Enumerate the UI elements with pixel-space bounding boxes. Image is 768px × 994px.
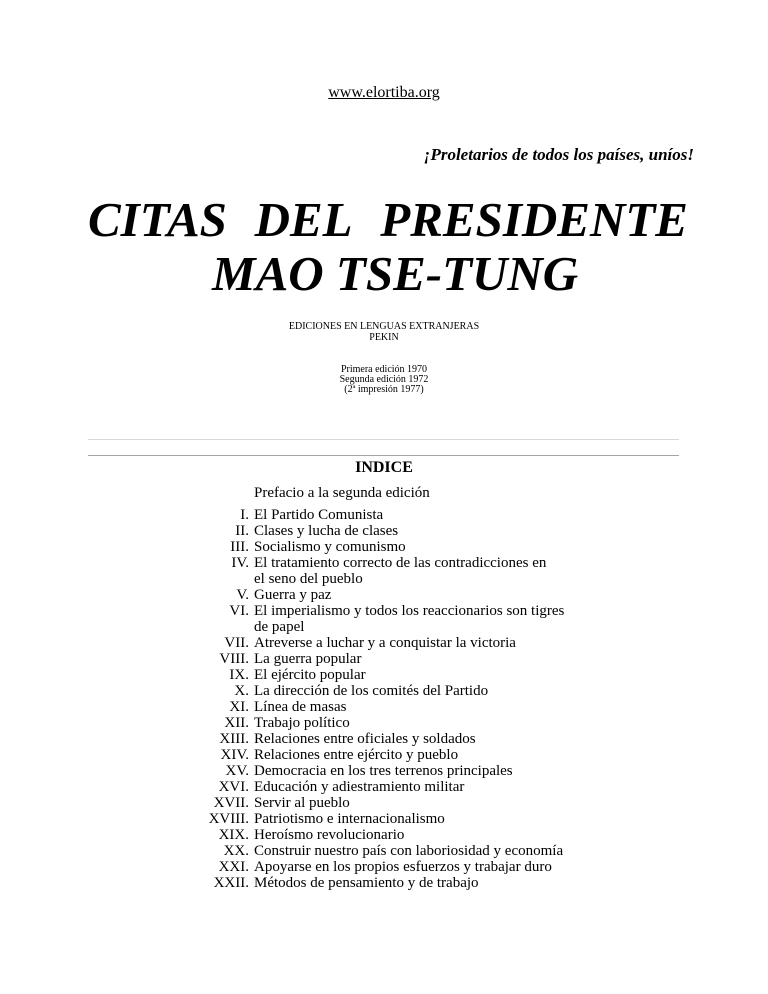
index-heading: INDICE [355,459,413,476]
toc-item-title-line: Patriotismo e internacionalismo [254,811,445,827]
toc-item[interactable] [140,731,570,747]
title-word-2: DEL [254,192,353,247]
toc-item-title [254,779,570,795]
toc-item-title [254,731,570,747]
toc-item-title-line: Educación y adiestramiento militar [254,779,465,795]
toc-item-title [254,635,570,651]
toc-item-title-line: Democracia en los tres terrenos principales [254,763,513,779]
toc-item-title [254,843,570,859]
toc-item[interactable] [140,779,570,795]
title-word-1: CITAS [88,192,227,247]
toc-item-number: XIX. [218,827,249,843]
toc-item[interactable] [140,507,570,523]
toc-item-title-line: Apoyarse en los propios esfuerzos y trabajar duro [254,859,552,875]
toc-item-number: XIV. [220,747,249,763]
toc-item-number: VI. [229,603,249,619]
toc-item-number: X. [234,683,249,699]
toc-item[interactable] [140,859,570,875]
toc-item[interactable] [140,651,570,667]
toc-item-number: XVIII. [208,811,249,827]
toc-preface[interactable]: Prefacio a la segunda edición [254,485,430,501]
divider-line [88,455,679,456]
toc-item-title [254,715,570,731]
title-word-3: PRESIDENTE [380,192,688,247]
toc-item[interactable] [140,667,570,683]
toc-item-number: XXII. [213,875,249,891]
toc-item-title [254,811,570,827]
toc-item-number: I. [240,507,249,523]
toc-item-number: XVI. [218,779,249,795]
toc-item-title-line: Heroísmo revolucionario [254,827,405,843]
website-link[interactable]: www.elortiba.org [328,84,440,101]
toc-item[interactable] [140,763,570,779]
toc-item[interactable] [140,587,570,603]
toc-item-title-line: de papel [254,619,305,635]
toc-item[interactable] [140,699,570,715]
toc-item-number: VII. [224,635,249,651]
toc-item-number: XII. [224,715,249,731]
toc-item[interactable] [140,523,570,539]
toc-item-number: XVII. [213,795,249,811]
toc-item-title [254,763,570,779]
toc-item-title [254,603,570,635]
toc-item[interactable] [140,555,570,587]
toc-item-title [254,747,570,763]
website-link-container [0,84,768,102]
toc-item-title [254,827,570,843]
toc-item-title-line: Socialismo y comunismo [254,539,406,555]
toc-item-title [254,699,570,715]
title-line-2: MAO TSE-TUNG [212,246,579,301]
toc-item-number: XXI. [218,859,249,875]
toc-item[interactable] [140,683,570,699]
toc-item-number: V. [236,587,249,603]
publisher-city: PEKIN [369,332,399,343]
toc-item[interactable] [140,811,570,827]
divider-line [88,439,679,440]
toc-item-title-line: el seno del pueblo [254,571,363,587]
toc-item[interactable] [140,539,570,555]
toc-item-number: II. [235,523,249,539]
toc-item[interactable] [140,795,570,811]
toc-item-number: XI. [229,699,249,715]
toc-item-title-line: Guerra y paz [254,587,332,603]
toc-item-number: IX. [229,667,249,683]
toc-item-title-line: Clases y lucha de clases [254,523,399,539]
toc-item-title [254,683,570,699]
edition-printing: (2ª impresión 1977) [344,384,424,395]
toc-item-title-line: Atreverse a luchar y a conquistar la victoria [254,635,516,651]
toc-item-title [254,507,570,523]
toc-item-title [254,667,570,683]
toc-item-title [254,875,570,891]
toc-item[interactable] [140,843,570,859]
toc-item-title-line: El imperialismo y todos los reaccionarios son tigres [254,603,565,619]
toc-item-title [254,587,570,603]
toc-item[interactable] [140,715,570,731]
toc-item-title-line: El Partido Comunista [254,507,384,523]
toc-item-number: XV. [225,763,249,779]
toc-item-title-line: La guerra popular [254,651,362,667]
toc-item-title-line: Relaciones entre oficiales y soldados [254,731,476,747]
toc-item-title-line: El ejército popular [254,667,366,683]
toc-item-title [254,651,570,667]
toc-item-title-line: El tratamiento correcto de las contradicciones en [254,555,547,571]
publisher-name: EDICIONES EN LENGUAS EXTRANJERAS [288,321,480,332]
toc-item[interactable] [140,603,570,635]
publisher-block [0,321,768,343]
toc-item-title-line: Trabajo político [254,715,350,731]
editions-block [0,365,768,395]
toc-item-number: VIII. [219,651,249,667]
toc-item-title-line: Relaciones entre ejército y pueblo [254,747,459,763]
edition-second: Segunda edición 1972 [339,374,429,385]
toc-item-title-line: La dirección de los comités del Partido [254,683,489,699]
toc-item-number: IV. [231,555,249,571]
toc-item-title [254,523,570,539]
table-of-contents [140,507,570,891]
toc-item-title-line: Métodos de pensamiento y de trabajo [254,875,479,891]
toc-item-number: XX. [223,843,249,859]
toc-item[interactable] [140,635,570,651]
motto: ¡Proletarios de todos los países, uníos! [423,145,694,164]
toc-item-title [254,859,570,875]
toc-item-title-line: Línea de masas [254,699,347,715]
toc-item-number: III. [230,539,249,555]
toc-item[interactable] [140,827,570,843]
toc-item-title [254,555,570,587]
toc-item[interactable] [140,747,570,763]
title-line-1 [88,192,688,248]
toc-item-number: XIII. [219,731,249,747]
toc-item-title [254,539,570,555]
toc-item-title-line: Construir nuestro país con laboriosidad y economía [254,843,564,859]
toc-item-title-line: Servir al pueblo [254,795,350,811]
edition-first: Primera edición 1970 [340,364,428,375]
toc-item-title [254,795,570,811]
toc-item[interactable] [140,875,570,891]
